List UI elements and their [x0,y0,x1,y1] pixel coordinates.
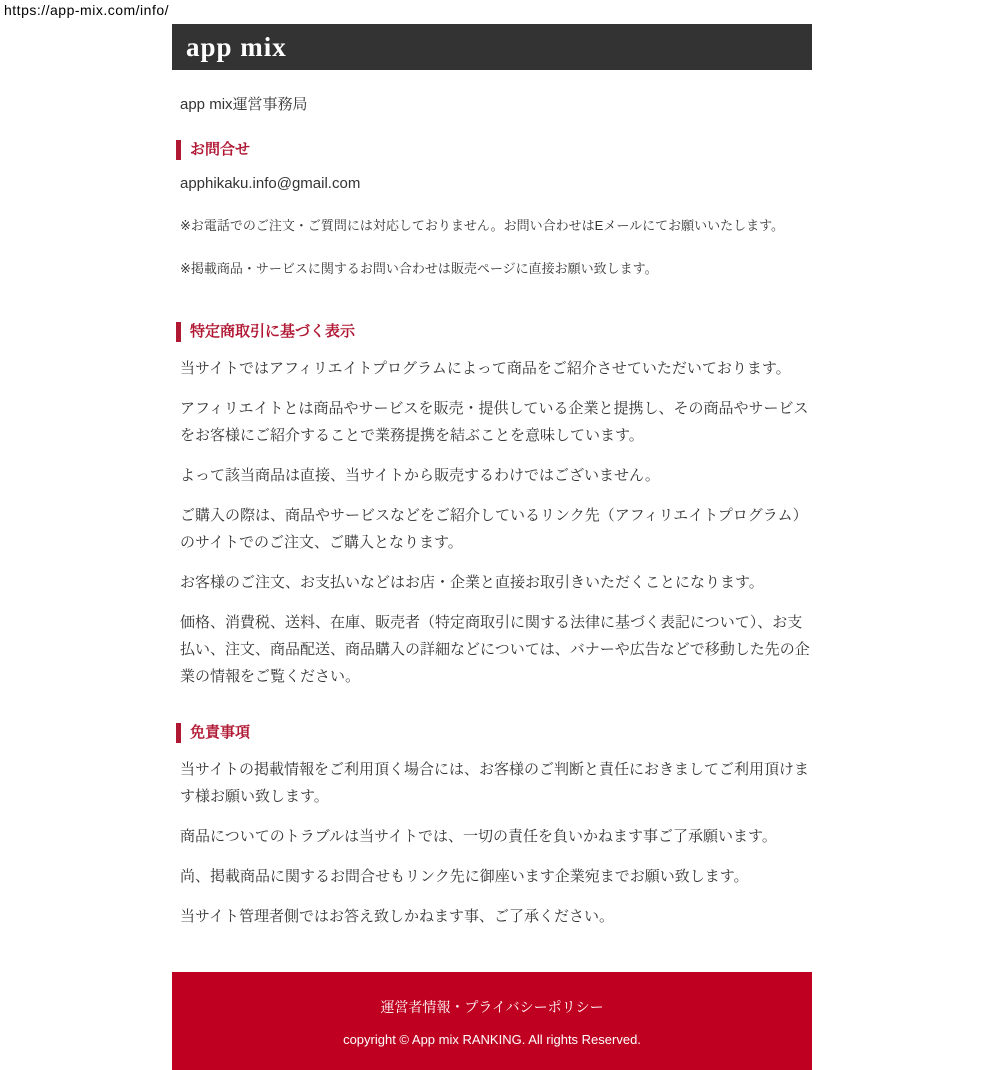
page-container [172,24,812,1070]
paragraph: よって該当商品は直接、当サイトから販売するわけではございません。 [180,467,660,484]
paragraph: 商品についてのトラブルは当サイトでは、一切の責任を負いかねます事ご了承願います。 [180,828,777,845]
contact-email: apphikaku.info@gmail.com [180,175,361,192]
section-heading-commercial-law: 特定商取引に基づく表示 [176,322,812,342]
paragraph: ご購入の際は、商品やサービスなどをご紹介しているリンク先（アフィリエイトプログラム）のサイトでのご注文、ご購入となります。 [180,507,808,551]
paragraph: 当サイトではアフィリエイトプログラムによって商品をご紹介させていただいております。 [180,360,791,377]
copyright-text: copyright © App mix RANKING. All rights Reserved. [343,1032,641,1047]
contact-note-products: ※掲載商品・サービスに関するお問い合わせは販売ページに直接お願い致します。 [180,261,658,276]
paragraph: 当サイト管理者側ではお答え致しかねます事、ご了承ください。 [180,908,614,925]
footer-privacy-link[interactable]: 運営者情報・プライバシーポリシー [380,999,604,1015]
section-heading-contact: お問合せ [176,140,812,160]
paragraph: お客様のご注文、お支払いなどはお店・企業と直接お取引きいただくことになります。 [180,574,764,591]
site-header [172,24,812,70]
page-footer [172,972,812,1070]
section-contact [172,140,812,278]
paragraph: アフィリエイトとは商品やサービスを販売・提供している企業と提携し、その商品やサービスをお客様にご紹介することで業務提携を結ぶことを意味しています。 [180,400,809,444]
paragraph: 当サイトの掲載情報をご利用頂く場合には、お客様のご判断と責任におきましてご利用頂けます様お願い致します。 [180,761,809,805]
paragraph: 価格、消費税、送料、在庫、販売者（特定商取引に関する法律に基づく表記について）、お支払い、注文、商品配送、商品購入の詳細などについては、バナーや広告などで移動した先の企業の情報をご覧ください。 [180,614,810,685]
contact-note-phone: ※お電話でのご注文・ご質問には対応しておりません。お問い合わせはEメールにてお願いいたします。 [180,218,785,233]
browser-url: https://app-mix.com/info/ [4,2,170,18]
section-disclaimer [172,723,812,930]
site-title: app mix [186,31,287,62]
operator-name: app mix運営事務局 [180,96,308,113]
paragraph: 尚、掲載商品に関するお問合せもリンク先に御座います企業宛までお願い致します。 [180,868,749,885]
section-heading-disclaimer: 免責事項 [176,723,812,743]
section-commercial-law [172,322,812,690]
